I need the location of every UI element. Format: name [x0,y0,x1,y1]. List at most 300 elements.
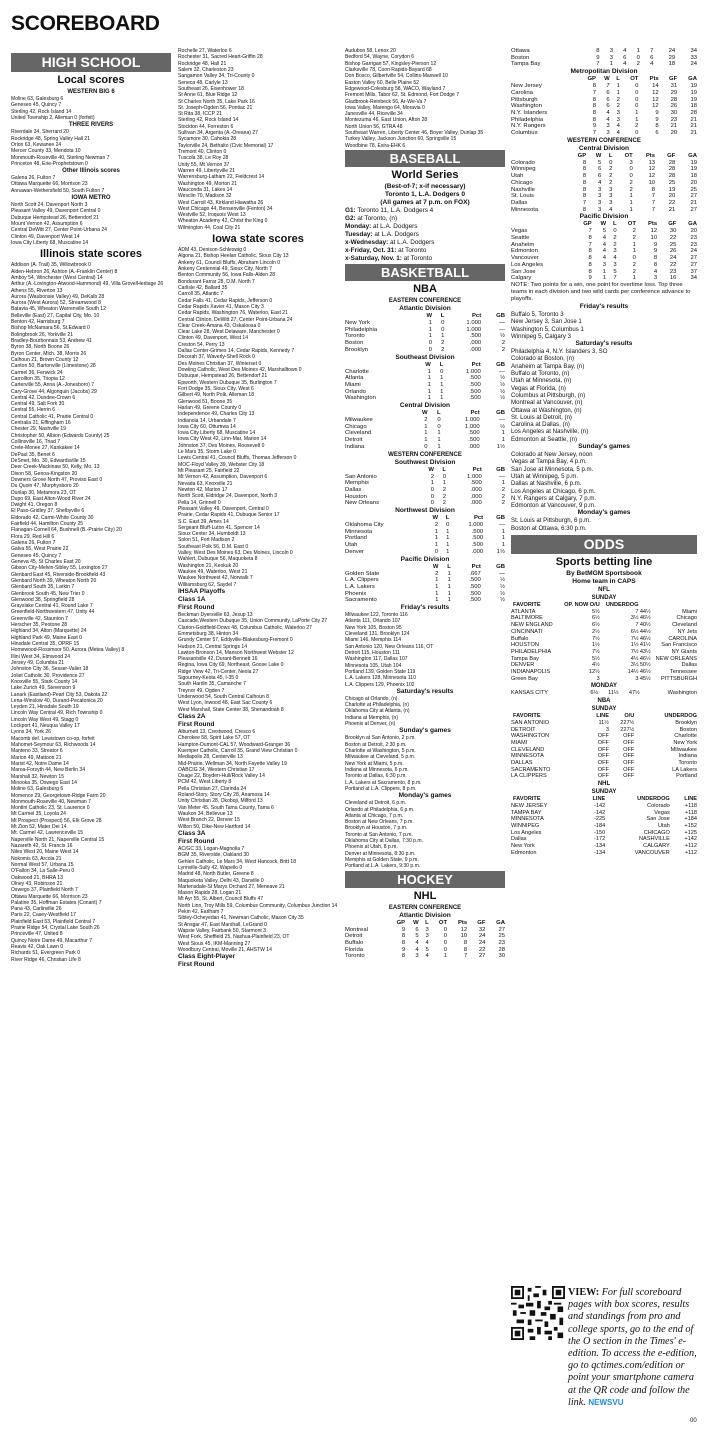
table-column-header: W [432,515,439,522]
table-row [345,542,505,549]
odds-value: 50½ [639,662,651,669]
stat-cell: 12 [650,228,658,235]
stat-cell: 2 [430,473,434,480]
score-line: North Scott 24, Davenport North 3 [11,202,88,209]
score-line: South Hardin 35, Camanche 7 [178,681,246,688]
score-line: Central Catholic 41, Prairie Central 0 [11,413,94,420]
odds-value: OFF [623,753,635,760]
odds-column-header: FAVORITE [513,602,541,608]
underdog-team: Boston [679,726,697,733]
score-line: St. Joseph-Ogden 56, Pontiac 21 [178,104,253,111]
table-row [345,487,505,494]
table-column-header: GB [496,361,505,368]
stat-cell: 1 [427,368,431,375]
score-line: Vegas at Tampa Bay, 4 p.m. [511,458,587,466]
stat-cell: 28 [668,159,676,166]
stat-cell: 0 [440,368,444,375]
odds-column-header: OP. NOW O/U [564,602,600,608]
stat-cell: 3 [609,186,613,193]
table-row [345,571,505,578]
score-line: Bolingbrook 26, Yorkville 21 [11,331,74,338]
table-column-header: GB [496,313,505,319]
score-line: Crete-Monee 27, Kankakee 14 [11,445,80,452]
score-line: Boston at Detroit, 2:30 p.m. [345,741,407,748]
score-line: Lanark (Eastland)-Pearl City 53, Dakota 22 [11,691,108,698]
score-line: Mt Zion 52, Mater Dei 14 [11,824,67,831]
stat-cell: 0 [441,326,445,333]
team-name: Minnesota [511,206,539,213]
stat-cell: 2 [616,96,620,103]
stat-cell: 21 [668,206,676,213]
score-line: Glenbard South 35, Larkin 7 [11,584,75,591]
atlantic-division-heading: Atlantic Division [399,305,451,312]
score-line: Galena 26, Fulton 7 [11,540,56,546]
score-line: Mt Carmel 35, Loyola 24 [11,811,66,818]
table-row [345,417,505,424]
team-name: San Antonio [345,473,377,480]
score-line: Memphis at Golden State, 9 p.m. [345,857,419,864]
stat-cell: 9 [653,248,658,255]
stat-cell: 1 [447,570,451,577]
stat-cell: 27 [690,193,697,200]
underdog-team: Milwaukee [670,746,697,753]
score-line: N.Y. Rangers at Calgary, 7 p.m. [511,494,597,502]
table-row [345,940,505,947]
stat-cell: .500 [469,597,481,604]
stat-cell: 4 [602,241,607,248]
score-line: Bradley-Bourbonnais 53, Andrew 41 [11,338,92,344]
stat-cell: 4 [623,48,627,54]
stat-cell: 4 [425,940,429,947]
stat-cell: 9 [588,275,592,282]
stat-cell: .500 [469,590,481,597]
odds-value: 7½ [591,635,600,642]
page-number: 00 [690,1418,697,1424]
stat-cell: 21 [690,199,697,206]
stat-cell: .500 [469,333,482,340]
score-line: Oakwood 21, BHRA 13 [11,874,63,881]
stat-cell: .500 [468,437,480,444]
score-line: St Rita 38, ICCP 21 [178,111,222,118]
stat-cell: 28 [668,166,676,173]
score-line: Olney 43, Robinson 21 [11,880,63,887]
stat-cell: 0 [609,159,613,166]
odds-value: 3½ [630,662,639,669]
score-line: Edmonton at Vancouver, 9 p.m. [511,502,596,510]
stat-cell: 1 [446,528,450,535]
stat-cell: 19 [690,83,697,90]
odds-value: 44½ [639,608,651,615]
score-line: Pekin 42, Earlham 7 [178,909,224,916]
stat-cell: 2 [613,235,617,242]
table-column-header: GA [688,152,697,159]
table-row [511,173,697,180]
team-name: Orlando [345,388,366,395]
stat-cell: 1.000 [468,522,484,529]
score-line: Mt. Carmel 42, Lawrenceville 15 [11,830,84,837]
stat-cell: .500 [469,577,481,584]
nba-odds-table [511,713,697,780]
score-line: Orlando at Philadelphia, 6 p.m. [345,806,415,813]
score-line: Moline 63, Galesburg 6 [11,96,64,102]
score-line: Pleasant Valley 49, Davenport, Central 0 [178,505,269,512]
table-row [511,228,697,235]
stat-cell: 19 [690,166,697,173]
stat-cell: 0 [629,166,633,173]
score-line: Mason Rapids 28, Logan 21 [178,890,242,897]
table-row [511,130,697,137]
southeast-division-heading: Southeast Division [395,353,455,361]
stat-cell: 25 [498,933,505,940]
first-round-heading: First Round [178,837,215,845]
odds-row [511,803,697,810]
score-line: Momence 29, Georgetown-Ridge Farm 20 [11,792,106,799]
score-line: Bishop Garrigan 57, Kingsley-Pierson 12 [345,60,437,67]
score-line: Calhoun 21, Brown County 12 [11,356,79,363]
score-line: Clear Lake 28, West Delaware, Manchester 0 [178,329,280,336]
stat-cell: 8 [592,116,596,123]
table-row [345,535,505,542]
stat-cell: 6 [606,103,610,110]
stat-cell: 32 [478,926,486,933]
score-line: Hampton-Dumont-CAL 57, Woodward-Granger 36 [178,741,291,748]
favorite-team: Los Angeles [511,829,542,836]
stat-cell: 4 [425,953,429,960]
score-line: Carterville 55, Anna (A.-Jonesboro) 7 [11,382,95,389]
nba-odds-heading: NBA [597,698,611,705]
schedule-game: at Toronto [401,255,433,262]
score-line: Benton 42, Harrisburg 7 [11,319,65,326]
favorite-team: MINNESOTA [511,753,544,760]
odds-value: CHICAGO [643,829,670,836]
score-line: Woodbury Central, Moville 21, AHSTW 14 [178,946,272,953]
score-line: MOC-Floyd Valley 39, Webster City 18 [178,461,265,468]
score-line: Audubon 58, Lenox 20 [345,48,396,54]
odds-value: 44½ [639,628,651,635]
stat-cell: 14 [652,83,659,90]
table-column-header: GP [396,919,406,926]
team-name: Toronto [345,953,365,960]
stat-cell: 1 [424,437,428,444]
stat-cell: 33 [690,54,697,61]
score-line: Grayslake Central 41, Round Lake 7 [11,603,93,610]
stat-cell: 4 [613,255,617,262]
stat-cell: 8 [401,933,406,940]
standings-table [345,467,505,508]
team-name: Florida [345,946,364,953]
stat-cell: 2 [424,417,428,424]
score-line: Clinton 49, Davenport West 14 [11,233,80,240]
table-column-header: GF [667,152,676,159]
score-line: Miami 146, Memphis 114 [345,637,402,644]
stat-cell: 2 [613,241,617,248]
score-line: Galena 26, Fulton 7 [11,175,56,182]
stat-cell: — [499,326,505,333]
score-line: Benton Community 56, Iowa Falls-Alden 28 [178,272,276,279]
score-line: Dallas at Nashville, 6 p.m. [511,480,582,488]
schedule-line [345,231,505,239]
world-series-heading: World Series [391,169,459,181]
underdog-team: CAROLINA [668,635,697,642]
table-row [345,522,505,529]
stat-cell: .500 [469,583,481,590]
stat-cell: 5 [602,228,607,235]
team-name: L.A. Lakers [345,583,375,590]
underdog-team: Chicago [676,615,697,622]
team-name: Montreal [345,926,368,933]
score-line: Buffalo at Toronto, (n) [511,370,570,378]
table-column-header: Pct [471,361,481,368]
underdog-team: Portland [676,773,697,780]
score-line: Washington 117, Dallas 107 [345,656,408,663]
score-line: Portland 139, Golden State 119 [345,668,416,675]
score-line: Iowa Valley, Marengo 64, Moravia 0 [345,104,425,111]
score-line: Buffalo 5, Toronto 3 [511,310,564,318]
score-line: Pella Christian 27, Clarinda 24 [178,785,247,792]
table-row [345,494,505,501]
score-line: Dunlap 30, Metamora 23, OT [11,489,77,496]
underdog-team: Washington [667,690,697,697]
score-line: St Charles North 35, Lake Park 16 [178,98,255,105]
iowa-metro-heading: IOWA METRO [71,195,111,202]
score-list [345,48,505,149]
score-line: Ankeny 61, Council Bluffs, Abraham Lincoln 0 [178,259,281,266]
score-list [178,48,338,231]
score-line: Princeville 47, United 8 [11,931,63,938]
score-list [11,202,171,246]
score-line: North Linn, Troy Mills 59, Columbus Community, Columbus Junction 14 [178,902,338,909]
qr-code-icon[interactable] [511,1286,565,1340]
stat-cell: 1 [435,583,439,590]
betting-line-source: By BetMGM Sportsbook [566,570,642,577]
score-line: Sibley-Ocheyedan 41, Newman Catholic, Mason City 35 [178,915,304,922]
score-line: Madrid 48, North Butler, Greene 8 [178,871,254,878]
score-line: Byron Center, Mich. 38, Morris 26 [11,350,87,357]
score-line: Geneseo 45, Quincy 7 [11,552,62,559]
stat-cell: 1 [616,83,620,90]
stat-cell: 3 [609,48,613,54]
class-1a-heading: Class 1A [178,595,206,603]
stat-cell: 6 [655,130,659,137]
stat-cell: 2 [629,179,633,186]
stat-cell: 1 [434,542,439,549]
score-line: Geneseo 45, Quincy 7 [11,102,62,109]
first-round-heading: First Round [178,603,215,611]
score-line: Iowa City Liberty 68, Muscatine 14 [178,430,256,437]
stat-cell: 4 [602,255,607,262]
score-line: Lyons 34, York 26 [11,729,51,736]
score-line: West Branch 22, Denver 15 [178,817,240,824]
odds-value: OFF [623,760,635,767]
score-line: Los Angeles at Chicago, 6 p.m. [511,487,596,495]
favorite-team: WASHINGTON [511,733,550,740]
stat-cell: 1 [424,423,428,430]
stat-cell: .500 [471,535,484,542]
team-name: Pittsburgh [511,96,538,103]
stat-cell: 25 [668,179,676,186]
stat-cell: 1 [629,206,633,213]
score-line: Washington 5, Columbus 1 [511,325,584,333]
odds-value: 7 [635,622,639,629]
stat-cell: 0 [635,83,639,90]
odds-value: 3½ [630,615,639,622]
stat-cell: 7 [651,199,656,206]
score-list [511,348,697,443]
stat-cell: 8 [596,48,600,54]
score-line: Amboy 54, Winchester (West Central) 14 [11,274,103,281]
stat-cell: 1 [602,275,607,282]
odds-row [511,615,697,622]
nba-sunday-heading: SUNDAY [591,706,617,713]
score-line: Charlotte at Washington, 5 p.m. [345,748,416,755]
score-line: Gladbrook-Reinbeck 56, Ar-We-Va 7 [345,98,427,105]
stat-cell: 2 [501,340,505,347]
score-line: Collinsville 16, Triad 7 [11,439,61,445]
score-line: Christopher 50, Albion (Edwards County) 25 [11,432,110,439]
stat-cell: 7 [596,61,600,68]
table-row [511,255,697,262]
table-row [345,320,505,327]
stat-cell: 6 [597,166,602,173]
odds-row [511,740,697,747]
team-name: Memphis [345,480,369,487]
score-line: Portland at L.A. Clippers, 8 p.m. [345,785,417,792]
score-line: Jersey 49, Columbia 21 [11,659,65,666]
stat-cell: .500 [471,528,484,535]
stat-cell: 6 [623,54,627,61]
score-line: Van Meter 45, South Tama County, Tama 6 [178,804,274,811]
stat-cell: 4 [609,206,613,213]
score-line: Glenbard East 45, Riverside-Brookfield 43 [11,571,106,578]
score-line: Cedar Rapids, Washington 76, Waterloo, East 21 [178,310,288,317]
table-column-header: GA [496,919,505,926]
score-list [11,262,171,963]
nhl-odds-heading: NHL [597,781,611,788]
stat-cell: 6 [650,54,654,61]
stat-cell: — [499,522,505,529]
underdog-team: +118 [684,809,697,816]
table-column-header: L [447,563,451,570]
odds-value: 7½ [591,648,600,655]
favorite-team: INDIANAPOLIS [511,669,551,676]
stat-cell: 1 [447,583,451,590]
stat-cell: 19 [668,186,676,193]
score-line: Johnston 37, Des Moines, Roosevelt 0 [178,442,265,449]
odds-value: 11½ [598,719,609,726]
team-name: New Jersey [511,83,542,90]
table-column-header: Pts [457,919,468,926]
score-line: Central Clinton, DeWitt 27, Center Point-Urbana 24 [178,316,293,323]
score-line: Normal West 57, Urbana 15 [11,861,74,868]
stat-cell: 4 [623,61,627,68]
score-line: Marshall 32, Newton 15 [11,773,65,780]
table-column-header: GF [477,919,486,926]
stat-cell: 8 [582,186,587,193]
score-line: Athens 55, Riverton 13 [11,287,63,294]
favorite-team: SAN ANTONIO [511,719,550,726]
stat-cell: 1.000 [466,320,482,326]
central-division-heading: Central Division [578,144,630,152]
three-rivers-heading: THREE RIVERS [68,122,114,129]
score-line: Brooklyn at Houston, 7 p.m. [345,825,408,832]
score-line: Aurora (Waubonsie Valley) 49, DeKalb 28 [11,293,105,300]
stat-cell: 23 [690,235,697,242]
score-line: Bondurant Farrar 28, D.M. North 7 [178,278,255,285]
schedule-line [345,255,505,263]
score-line: Oklahoma City at Atlanta, (n) [345,708,410,715]
world-series-sub-1: (Best-of-7; x-if necessary) [384,183,466,190]
odds-row [511,810,697,817]
stat-cell: 0 [446,522,450,529]
table-column-header: L [445,515,450,522]
stat-cell: 9 [655,116,659,123]
odds-value: OFF [597,746,609,753]
team-name: Los Angeles [511,261,544,268]
score-line: Nokomis 63, Arcola 21 [11,855,62,862]
score-line: Fort Dodge 35, Sioux City, West 6 [178,385,254,392]
stat-cell: 1 [437,443,441,450]
table-row [345,382,505,389]
schedule-line [345,239,505,247]
stat-cell: 7 [651,206,656,213]
table-column-header: W [595,152,602,159]
score-line: West Carroll 43, Kirkland Hiawatha 26 [178,199,264,206]
table-column-header: GF [669,76,678,83]
nfl-monday-odds-table [511,690,697,697]
stat-cell: 29 [668,54,676,61]
table-row [511,262,697,269]
score-line: DeSmet, Mo. 30, Edwardsville 15 [11,457,86,464]
stat-cell: 20 [670,130,678,137]
score-line: PCM 42, West Liberty 8 [178,779,232,786]
illinois-state-heading: Illinois state scores [39,248,143,261]
stat-cell: 1 [632,248,636,255]
score-line: Milwaukee 122, Toronto 116 [345,612,408,619]
stat-cell: 1 [443,953,448,960]
score-line: Hinsdale Central 35, OPRF 15 [11,641,80,647]
standings-table [511,221,697,282]
team-name: Tampa Bay [511,61,541,68]
odds-value: 227½ [620,719,635,726]
table-row [511,193,697,200]
newsvu-logo[interactable]: NEWSVU [588,1397,624,1407]
score-line: Unity Christian 28, Okoboji, Milford 13 [178,798,263,805]
stat-cell: 8 [582,206,587,213]
score-line: Woodbine 78, Exira-EHK 6 [345,142,406,149]
stat-cell: 29 [670,89,678,96]
score-line: Le Mars 35, Storm Lake 0 [178,449,237,456]
odds-row [511,720,697,727]
team-name: New Orleans [345,500,380,507]
odds-value: -142 [594,809,606,816]
stat-cell: 8 [582,173,587,180]
odds-value: 3 [596,675,600,682]
odds-value: Utah [657,822,670,829]
table-row [511,200,697,207]
stat-cell: 2 [501,493,505,500]
score-line: Washington 49, Morton 21 [178,180,238,187]
odds-column-header: LINE [596,713,609,720]
score-line: Chicago at Orlando, (n) [345,695,398,702]
odds-value: 6½ [591,615,600,622]
score-line: Lena-Winslow 40, Durand-Pecatonica 20 [11,697,103,704]
table-column-header: GP [577,152,587,159]
stat-cell: 1 [427,381,431,388]
score-line: Rochester 31, Sacred Heart-Griffin 28 [178,54,263,61]
stat-cell: ½ [500,395,505,402]
odds-value: 4½ [630,655,639,662]
odds-value: 7½ [630,635,639,642]
